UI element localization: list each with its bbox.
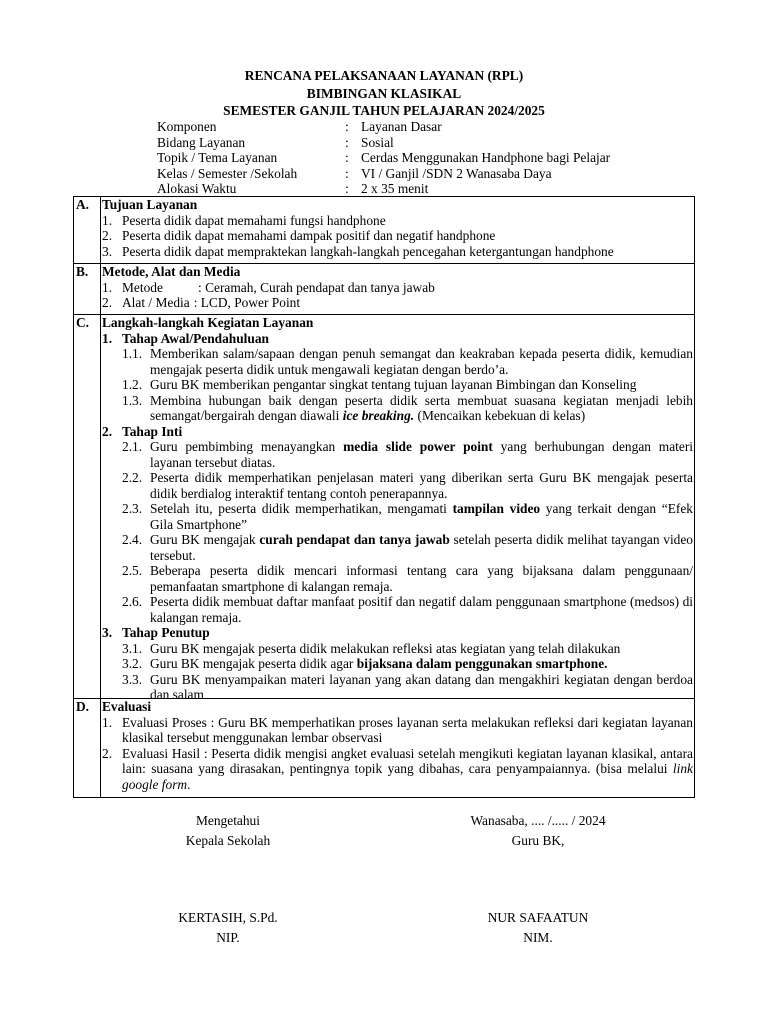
section-letter: B. [74, 264, 101, 314]
signature-right-date: Wanasaba, .... /..... / 2024 [470, 813, 606, 828]
list-item: 2. Evaluasi Hasil : Peserta didik mengisi angket evaluasi setelah mengikuti kegiatan layanan klasikal, antara lain: suasana yang dirasakan, pentingnya topik yang dibahas, cara penyampaiannya. (bisa melalui link google form. [102, 745, 693, 792]
list-item: 1. Peserta didik dapat memahami fungsi handphone [102, 212, 386, 228]
meta-value: Cerdas Menggunakan Handphone bagi Pelajar [361, 150, 611, 165]
step-item: 2.5. Beberapa peserta didik mencari informasi tentang cara yang bijaksana dalam penggunaan/ pemanfaatan smartphone di kalangan remaja. [122, 563, 693, 594]
step-item: 2.2. Peserta didik memperhatikan penjelasan materi yang diberikan serta Guru BK mengajak peserta didik berdialog interaktif tentang contoh penerapannya. [122, 470, 693, 501]
step-item: 3.3. Guru BK menyampaikan materi layanan yang akan datang dan mengakhiri kegiatan dengan berdoa dan salam [122, 671, 693, 702]
step-item: 2.4. Guru BK mengajak curah pendapat dan tanya jawab setelah peserta didik melihat tayangan video tersebut. [122, 532, 694, 563]
step-item: 2.3. Setelah itu, peserta didik memperhatikan, mengamati tampilan video yang terkait dengan “Efek Gila Smartphone” [122, 501, 693, 532]
section-letter: C. [74, 315, 101, 698]
meta-row: Bidang Layanan : Sosial [157, 134, 394, 150]
section-a-tujuan [73, 196, 695, 264]
list-item: 2. Peserta didik dapat memahami dampak positif dan negatif handphone [102, 228, 496, 243]
section-title: Langkah-langkah Kegiatan Layanan [102, 315, 314, 330]
meta-value: VI / Ganjil /SDN 2 Wanasaba Daya [361, 165, 552, 181]
signature-left-role: Kepala Sekolah [185, 833, 271, 848]
meta-row: Topik / Tema Layanan : Cerdas Menggunakan Handphone bagi Pelajar [157, 150, 611, 165]
list-item: 2. Alat / Media : LCD, Power Point [102, 295, 301, 310]
meta-key: Alokasi Waktu [157, 181, 237, 196]
meta-key: Kelas / Semester /Sekolah [157, 165, 298, 181]
meta-value: 2 x 35 menit [361, 181, 429, 196]
section-b-metode [73, 263, 695, 315]
step-item: 1.2. Guru BK memberikan pengantar singkat tentang tujuan layanan Bimbingan dan Konseling [122, 377, 637, 392]
section-letter: A. [74, 197, 101, 263]
step-item: 2.1. Guru pembimbing menayangkan media slide power point yang berhubungan dengan materi layanan tersebut diatas. [122, 439, 693, 470]
list-item: 1. Evaluasi Proses : Guru BK memperhatikan proses layanan serta melakukan refleksi dari kegiatan layanan klasikal tersebut menggunakan lembar observasi [102, 714, 693, 745]
doc-title: RENCANA PELAKSANAAN LAYANAN (RPL) [244, 68, 524, 83]
signature-right-role: Guru BK, [511, 833, 565, 848]
section-title: Metode, Alat dan Media [102, 264, 241, 279]
step-item: 2.6. Peserta didik membuat daftar manfaat positif dan negatif dalam penggunaan smartphone (medsos) di kalangan remaja. [122, 594, 693, 625]
step-item: 3.2. Guru BK mengajak peserta didik agar bijaksana dalam penggunakan smartphone. [122, 656, 608, 671]
signature-left-id: NIP. [216, 930, 240, 945]
meta-key: Topik / Tema Layanan [157, 150, 278, 165]
phase-heading: 1. Tahap Awal/Pendahuluan [102, 330, 269, 346]
signature-left-label: Mengetahui [196, 813, 260, 828]
meta-row: Komponen : Layanan Dasar [157, 119, 442, 134]
signature-left-name: KERTASIH, S.Pd. [178, 910, 278, 925]
step-item: 1.3. Membina hubungan baik dengan peserta didik serta membuat suasana kegiatan menjadi lebih semangat/bergairah dengan diawali ice breaking. (Mencaikan kebekuan di kelas) [122, 392, 693, 423]
phase-heading: 2. Tahap Inti [102, 423, 183, 439]
section-c-langkah [73, 314, 695, 702]
signature-right-name: NUR SAFAATUN [487, 910, 589, 925]
meta-info [157, 119, 610, 197]
meta-key: Komponen [157, 119, 217, 134]
meta-value: Sosial [361, 134, 394, 150]
signature-right-id: NIM. [523, 930, 553, 945]
doc-subtitle: BIMBINGAN KLASIKAL [306, 86, 462, 101]
meta-row: Alokasi Waktu : 2 x 35 menit [157, 181, 429, 196]
meta-key: Bidang Layanan [157, 134, 246, 150]
meta-row: Kelas / Semester /Sekolah : VI / Ganjil /SDN 2 Wanasaba Daya [157, 165, 552, 181]
section-title: Tujuan Layanan [102, 197, 198, 212]
section-letter: D. [74, 699, 101, 797]
list-item: 3. Peserta didik dapat mempraktekan langkah-langkah pencegahan ketergantungan handphone [102, 243, 614, 259]
doc-semester: SEMESTER GANJIL TAHUN PELAJARAN 2024/2025 [223, 103, 545, 118]
step-item: 3.1. Guru BK mengajak peserta didik melakukan refleksi atas kegiatan yang telah dilakukan [122, 640, 621, 656]
section-title: Evaluasi [102, 699, 152, 714]
phase-heading: 3. Tahap Penutup [102, 625, 210, 640]
step-item: 1.1. Memberikan salam/sapaan dengan penuh semangat dan keakraban kepada peserta didik, kemudian mengajak peserta didik untuk mengawali kegiatan dengan berdo’a. [122, 346, 693, 377]
meta-value: Layanan Dasar [361, 119, 442, 134]
list-item: 1. Metode : Ceramah, Curah pendapat dan tanya jawab [102, 279, 435, 295]
section-d-evaluasi [73, 698, 695, 798]
